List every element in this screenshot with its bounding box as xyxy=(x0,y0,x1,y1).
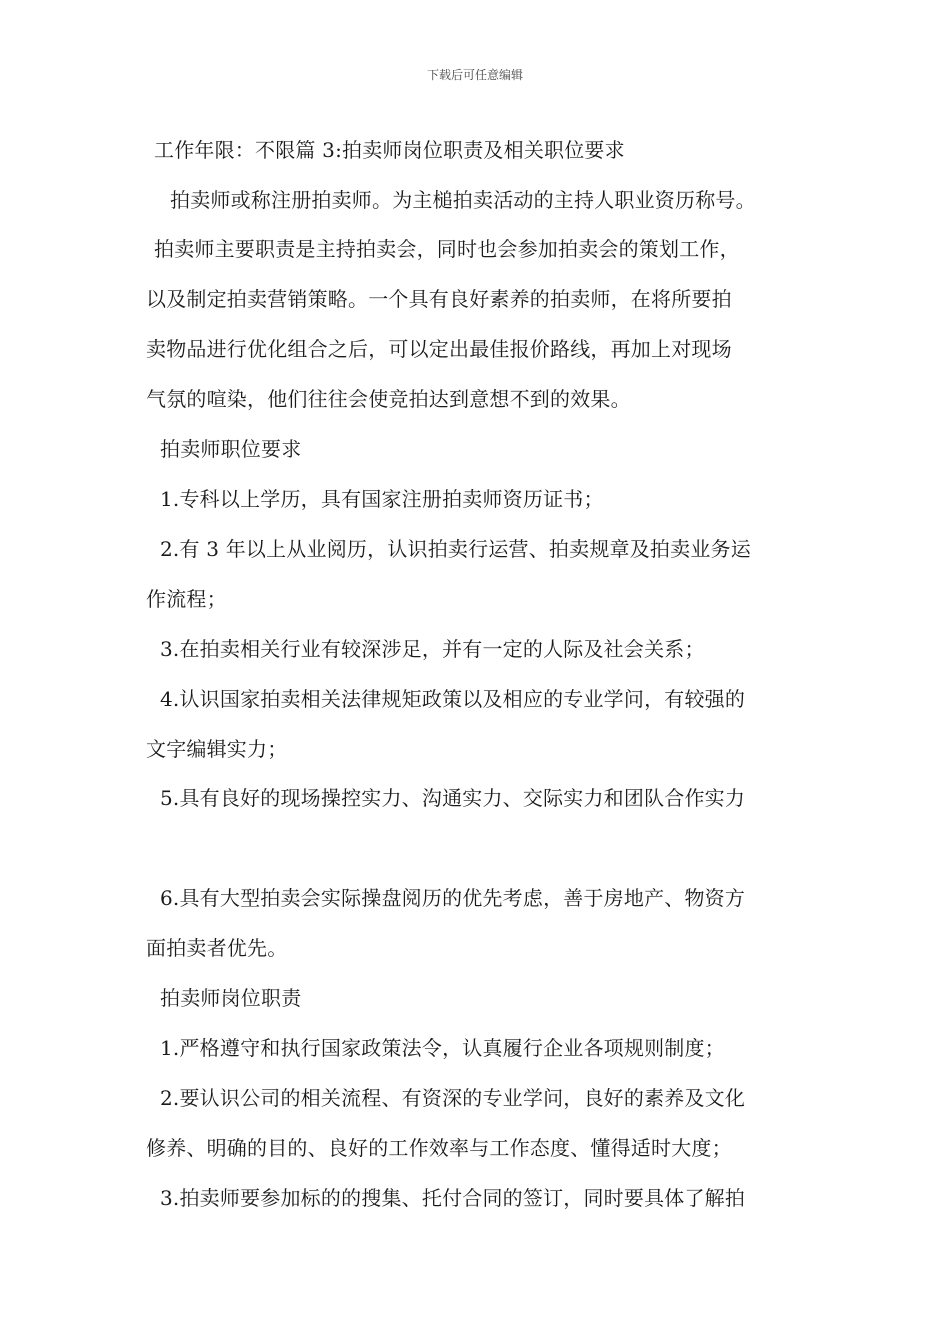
text-line: 气氛的喧染，他们往往会使竞拍达到意想不到的效果。 xyxy=(146,387,631,411)
section-heading: 拍卖师岗位职责 xyxy=(160,986,302,1010)
text-line: 文字编辑实力； xyxy=(146,737,288,761)
text-line: 作流程； xyxy=(146,587,227,611)
text-line: 工作年限：不限篇 3:拍卖师岗位职责及相关职位要求 xyxy=(154,138,625,162)
list-item: 1.专科以上学历，具有国家注册拍卖师资历证书； xyxy=(160,487,604,511)
text-line: 拍卖师主要职责是主持拍卖会，同时也会参加拍卖会的策划工作， xyxy=(154,237,740,261)
section-heading: 拍卖师职位要求 xyxy=(160,437,302,461)
page-header-note: 下载后可任意编辑 xyxy=(426,68,523,82)
text-line: 修养、明确的目的、良好的工作效率与工作态度、懂得适时大度； xyxy=(146,1136,732,1160)
list-item: 6.具有大型拍卖会实际操盘阅历的优先考虑，善于房地产、物资方 xyxy=(160,886,746,910)
list-item: 1.严格遵守和执行国家政策法令，认真履行企业各项规则制度； xyxy=(160,1036,725,1060)
list-item: 4.认识国家拍卖相关法律规矩政策以及相应的专业学问，有较强的 xyxy=(160,687,746,711)
text-line: 卖物品进行优化组合之后，可以定出最佳报价路线，再加上对现场 xyxy=(146,337,732,361)
list-item: 3.拍卖师要参加标的的搜集、托付合同的签订，同时要具体了解拍 xyxy=(160,1186,746,1210)
text-line: 拍卖师或称注册拍卖师。为主槌拍卖活动的主持人职业资历称号。 xyxy=(170,188,756,212)
list-item: 3.在拍卖相关行业有较深涉足，并有一定的人际及社会关系； xyxy=(160,637,705,661)
list-item: 2.要认识公司的相关流程、有资深的专业学问，良好的素养及文化 xyxy=(160,1086,746,1110)
text-line: 以及制定拍卖营销策略。一个具有良好素养的拍卖师，在将所要拍 xyxy=(146,287,732,311)
list-item: 5.具有良好的现场操控实力、沟通实力、交际实力和团队合作实力 xyxy=(160,786,746,810)
list-item: 2.有 3 年以上从业阅历，认识拍卖行运营、拍卖规章及拍卖业务运 xyxy=(160,537,751,561)
text-line: 面拍卖者优先。 xyxy=(146,936,288,960)
